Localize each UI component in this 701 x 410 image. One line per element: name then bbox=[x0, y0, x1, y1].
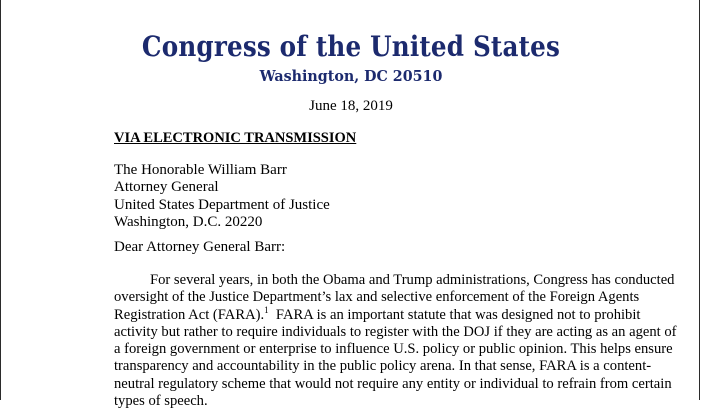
body-line: transparency and accountability in the public policy arena. In that sense, FARA is a content- bbox=[114, 358, 652, 375]
body-line bbox=[114, 304, 641, 324]
recipient-city: Washington, D.C. 20220 bbox=[114, 213, 263, 230]
transmission-heading: VIA ELECTRONIC TRANSMISSION bbox=[114, 130, 357, 146]
body-line: For several years, in both the Obama and Trump administrations, Congress has conducted bbox=[150, 272, 675, 288]
recipient-name: The Honorable William Barr bbox=[114, 162, 287, 178]
body-line: activity but rather to require individuals to register with the DOJ if they are acting as an agent of bbox=[114, 323, 677, 340]
body-line: oversight of the Justice Department’s lax and selective enforcement of the Foreign Agents bbox=[114, 289, 640, 306]
letter-body bbox=[114, 272, 677, 410]
body-line: neutral regulatory scheme that would not require any entity or individual to refrain from certain bbox=[114, 375, 672, 392]
recipient-title: Attorney General bbox=[114, 179, 219, 196]
recipient-address bbox=[114, 162, 330, 231]
body-line-part: FARA is an important statute that was designed not to prohibit bbox=[268, 306, 641, 323]
recipient-department: United States Department of Justice bbox=[114, 196, 330, 213]
letterhead-title: Congress of the United States bbox=[141, 30, 561, 63]
body-line-part: Registration Act (FARA). bbox=[114, 306, 265, 323]
salutation: Dear Attorney General Barr: bbox=[114, 239, 286, 255]
body-line: types of speech. bbox=[114, 393, 208, 410]
body-line: a foreign government or enterprise to influence U.S. policy or public opinion. This helps ensure bbox=[114, 341, 673, 358]
letter-date: June 18, 2019 bbox=[309, 98, 393, 114]
footnote-marker: 1 bbox=[264, 304, 269, 315]
letterhead-subtitle: Washington, DC 20510 bbox=[259, 67, 443, 85]
